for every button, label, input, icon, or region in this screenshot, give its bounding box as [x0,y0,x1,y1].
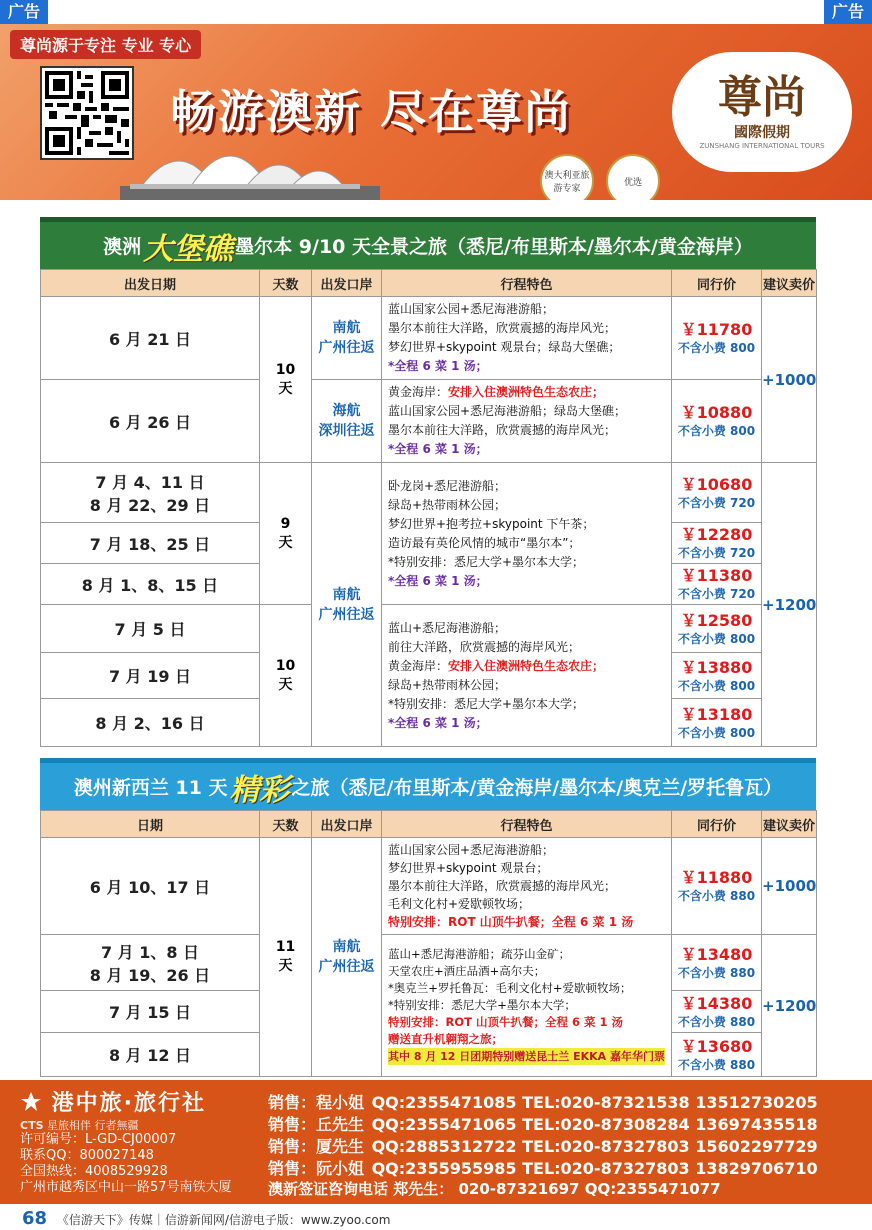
features-cell [382,463,672,605]
tip-note: 不含小费 720 [677,587,756,601]
port-airline: 海航 [332,403,361,419]
col-header: 同行价 [672,811,762,838]
date-cell: 7 月 18、25 日 [41,523,260,564]
section1-table [40,269,817,747]
days-cell [260,838,312,1077]
port-cell [312,297,382,380]
feature-line: 蓝山国家公园+悉尼海港游船；绿岛大堡礁； [388,404,627,418]
price-cell [672,991,762,1033]
port-cell [312,838,382,1077]
cts-slogan-text: 星旅相伴 行者無疆 [47,1119,139,1132]
days-value: 9 [280,515,291,532]
features-cell [382,935,672,1077]
price-cell [672,1033,762,1077]
contact-tel[interactable]: TEL:020-87308284 [522,1115,690,1134]
col-header: 日期 [41,811,260,838]
feature-label: 黄金海岸： [388,385,449,399]
col-header: 行程特色 [382,270,672,297]
port-route: 广州往返 [318,959,375,975]
price-cell [672,653,762,699]
feature-line: 蓝山国家公园+悉尼海港游船； [388,843,555,857]
price: ￥12280 [680,525,753,544]
features-cell [382,297,672,380]
tip-note: 不含小费 800 [677,341,756,355]
days-value: 11 [275,939,296,955]
feature-line: 墨尔本前往大洋路，欣赏震撼的海岸风光； [388,423,617,437]
suggest-cell: +1000 [762,838,817,935]
price-cell [672,605,762,653]
page-footer [22,1208,390,1229]
tip-note: 不含小费 720 [677,546,756,560]
section2-title [40,758,816,810]
feature-line: *全程 6 菜 1 汤； [388,442,488,456]
contact-row [268,1136,868,1158]
port-route: 深圳往返 [318,423,375,439]
contact-row [268,1114,868,1136]
price-cell [672,935,762,991]
port-cell [312,380,382,463]
features-cell [382,380,672,463]
col-header: 出发口岸 [312,811,382,838]
tip-note: 不含小费 800 [677,678,756,693]
contact-mobile[interactable]: 13512730205 [695,1093,818,1112]
date-line: 8 月 22、29 日 [89,495,211,515]
contact-qq[interactable]: QQ:2885312722 [371,1137,517,1156]
ad-label-right: 广告 [824,0,872,24]
tip-note: 不含小费 800 [677,424,756,438]
contact-row [268,1158,868,1180]
contact-qq[interactable]: QQ:2355471065 [371,1115,517,1134]
col-header: 同行价 [672,270,762,297]
feature-line: 梦幻世界+skypoint 观景台； [388,861,549,875]
price-cell [672,564,762,605]
feature-line: 造访最有英伦风情的城市“墨尔本”； [388,535,581,550]
page-footer-text[interactable]: 《信游天下》传媒｜信游新闻网/信游电子版：www.zyoo.com [56,1213,391,1227]
contact-mobile[interactable]: 13829706710 [695,1159,818,1178]
price-cell [672,838,762,935]
contact-label: 销售：厦先生 [268,1137,365,1156]
contact-qq[interactable]: QQ:2355955985 [371,1159,517,1178]
brand-logo [672,52,852,172]
col-header: 天数 [260,811,312,838]
ad-label-left: 广告 [0,0,48,24]
feature-line: 毛利文化村+爱歇顿牧场； [388,897,531,911]
date-cell: 6 月 10、17 日 [41,838,260,935]
days-unit: 天 [278,380,293,397]
tip-note: 不含小费 720 [677,495,756,510]
feature-line: 梦幻世界+skypoint 观景台；绿岛大堡礁； [388,340,621,354]
price: ￥11780 [680,320,753,339]
days-unit: 天 [278,534,293,551]
contact-label: 销售：程小姐 [268,1093,365,1112]
date-cell: 7 月 15 日 [41,991,260,1033]
feature-line: 蓝山国家公园+悉尼海港游船； [388,302,555,316]
feature-line: 其中 8 月 12 日团期特别赠送昆士兰 EKKA 嘉年华门票 [388,1050,666,1063]
feature-line: 蓝山+悉尼海港游船；疏芬山金矿； [388,947,571,961]
visa-hotline[interactable]: 澳新签证咨询电话 郑先生： 020-87321697 QQ:2355471077 [268,1180,721,1198]
section2-title-pre: 澳州新西兰 11 天 [73,777,228,799]
port-cell [312,463,382,747]
price: ￥12580 [680,610,753,630]
price: ￥10880 [680,403,753,422]
feature-label: 黄金海岸： [388,658,449,673]
price-cell [672,463,762,523]
feature-line: 墨尔本前往大洋路，欣赏震撼的海岸风光； [388,321,617,335]
date-cell: 8 月 12 日 [41,1033,260,1077]
feature-line: *奥克兰+罗托鲁瓦：毛利文化村+爱歇顿牧场； [388,981,632,995]
contact-row [268,1092,868,1114]
logo-en: ZUNSHANG INTERNATIONAL TOURS [699,142,825,150]
license-info [20,1132,232,1196]
col-header: 出发口岸 [312,270,382,297]
contact-mobile[interactable]: 13697435518 [695,1115,818,1134]
contact-tel[interactable]: TEL:020-87327803 [522,1137,690,1156]
feature-line: 特别安排：ROT 山顶牛扒餐；全程 6 菜 1 汤 [388,1015,623,1029]
section2-table [40,810,817,1077]
suggest-cell: +1200 [762,935,817,1077]
cts-en: CTS [20,1119,44,1132]
days-value: 10 [275,657,296,674]
license-line: 联系QQ：800027148 [20,1148,154,1163]
tip-note: 不含小费 880 [677,889,756,903]
license-line: 全国热线：4008529928 [20,1164,168,1179]
date-line: 8 月 19、26 日 [89,965,211,985]
seal-badge-2: 优选 [606,154,660,200]
price-cell [672,380,762,463]
page-number: 68 [22,1208,48,1229]
col-header: 建议卖价 [762,270,817,297]
feature-line: *特别安排：悉尼大学+墨尔本大学； [388,696,585,711]
feature-line: 绿岛+热带雨林公园； [388,677,507,692]
feature-line: *全程 6 菜 1 汤； [388,359,488,373]
price-cell [672,699,762,747]
feature-line: 卧龙岗+悉尼港游船； [388,478,507,493]
feature-line: 绿岛+热带雨林公园； [388,497,507,512]
date-cell: 8 月 2、16 日 [41,699,260,747]
feature-line: 赠送直升机翱翔之旅； [388,1032,503,1046]
price-cell [672,523,762,564]
price: ￥13680 [680,1036,753,1056]
feature-line [388,383,665,402]
section1-title-big: 大堡礁 [143,231,234,267]
port-airline: 南航 [332,939,361,955]
price: ￥11380 [680,566,753,585]
license-line: 广州市越秀区中山一路57号南铁大厦 [20,1180,232,1195]
cts-name [20,1086,206,1117]
col-header: 建议卖价 [762,811,817,838]
logo-main: 尊尚 [718,72,806,123]
feature-line: *特别安排：悉尼大学+墨尔本大学； [388,998,576,1012]
tip-note: 不含小费 880 [677,1014,756,1029]
feature-line: 梦幻世界+抱考拉+skypoint 下午茶； [388,516,595,531]
section2-title-post: 之旅（悉尼/布里斯本/黄金海岸/墨尔本/奥克兰/罗托鲁瓦） [291,777,783,799]
features-cell [382,838,672,935]
price: ￥13180 [680,704,753,724]
banner [0,24,872,200]
contact-label: 销售：阮小姐 [268,1159,365,1178]
date-cell: 6 月 26 日 [41,380,260,463]
col-header: 出发日期 [41,270,260,297]
date-cell: 7 月 5 日 [41,605,260,653]
price: ￥10680 [680,474,753,494]
feature-line: *全程 6 菜 1 汤； [388,573,488,588]
sales-contacts [268,1092,868,1180]
logo-sub: 國際假期 [734,125,790,141]
feature-line [388,657,665,676]
footer [0,1080,872,1204]
contact-tel[interactable]: TEL:020-87327803 [522,1159,690,1178]
cts-brand [20,1086,206,1133]
price-cell [672,297,762,380]
tip-note: 不含小费 800 [677,725,756,740]
banner-title: 畅游澳新 尽在尊尚 [170,85,573,139]
date-line: 7 月 1、8 日 [100,942,200,962]
section1-title [40,217,816,269]
days-cell [260,297,312,463]
date-cell [41,935,260,991]
port-airline: 南航 [332,320,361,336]
price: ￥13480 [680,944,753,964]
cts-name-text: 港中旅·旅行社 [51,1091,207,1116]
suggest-cell: +1200 [762,463,817,747]
date-cell [41,463,260,523]
contact-label: 销售：丘先生 [268,1115,365,1134]
section1-title-post: 墨尔本 9/10 天全景之旅（悉尼/布里斯本/墨尔本/黄金海岸） [235,236,753,258]
price: ￥13880 [680,657,753,677]
feature-highlight: 安排入住澳洲特色生态农庄； [448,385,605,399]
qr-icon [45,71,129,155]
col-header: 天数 [260,270,312,297]
tip-note: 不含小费 880 [677,965,756,980]
opera-house-icon [120,124,380,200]
banner-slogan: 尊尚源于专注 专业 专心 [10,30,201,59]
port-airline: 南航 [332,586,361,603]
feature-line: 蓝山+悉尼海港游船； [388,620,507,635]
contact-mobile[interactable]: 15602297729 [695,1137,818,1156]
cts-slogan [20,1117,206,1133]
port-route: 广州往返 [318,340,375,356]
feature-line: 前往大洋路，欣赏震撼的海岸风光； [388,639,581,654]
date-cell: 6 月 21 日 [41,297,260,380]
cts-star-icon [20,1091,42,1113]
section2-title-big: 精彩 [229,772,290,808]
feature-line: *全程 6 菜 1 汤； [388,715,488,730]
date-cell: 7 月 19 日 [41,653,260,699]
feature-line: 墨尔本前往大洋路，欣赏震撼的海岸风光； [388,879,617,893]
tip-note: 不含小费 800 [677,631,756,646]
days-unit: 天 [278,676,293,693]
date-cell: 8 月 1、8、15 日 [41,564,260,605]
feature-line: *特别安排：悉尼大学+墨尔本大学； [388,554,585,569]
suggest-cell: +1000 [762,297,817,463]
section1-title-pre: 澳洲 [103,236,142,258]
col-header: 行程特色 [382,811,672,838]
price: ￥11880 [680,868,753,887]
price: ￥14380 [680,993,753,1013]
contact-qq[interactable]: QQ:2355471085 [371,1093,517,1112]
contact-tel[interactable]: TEL:020-87321538 [522,1093,690,1112]
features-cell [382,605,672,747]
days-value: 10 [275,361,296,378]
license-line: 许可编号：L-GD-CJ00007 [20,1132,177,1147]
tip-note: 不含小费 880 [677,1057,756,1072]
port-route: 广州往返 [318,606,375,623]
date-line: 7 月 4、11 日 [95,472,205,492]
days-cell [260,463,312,605]
days-cell [260,605,312,747]
seal-badge-1: 澳大利亚旅游专家 [540,154,594,200]
feature-highlight: 安排入住澳洲特色生态农庄； [448,658,605,673]
feature-line: 天堂农庄+酒庄品酒+高尔夫； [388,964,546,978]
days-unit: 天 [278,958,293,974]
feature-line: 特别安排：ROT 山顶牛扒餐；全程 6 菜 1 汤 [388,915,634,929]
